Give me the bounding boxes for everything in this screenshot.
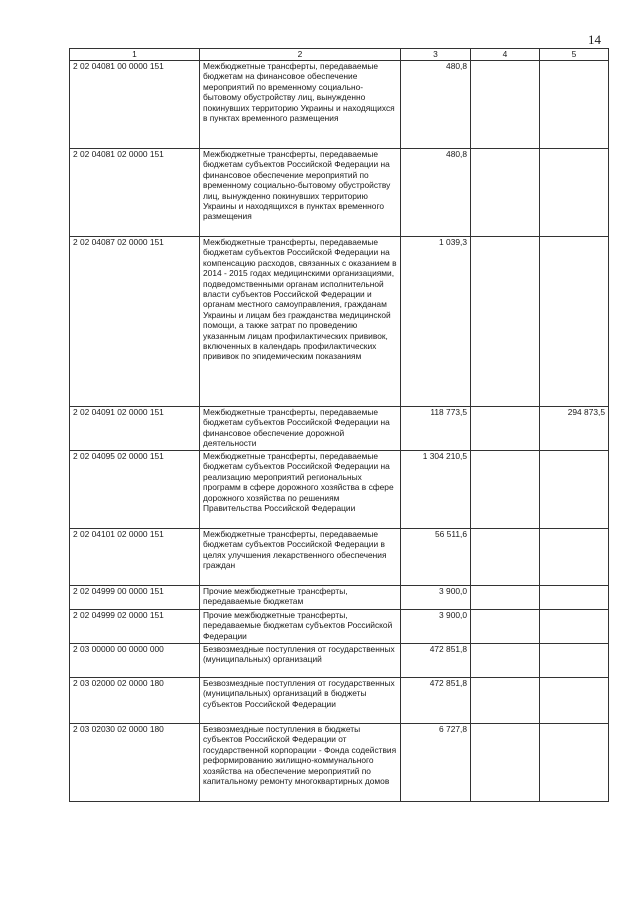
description-cell: Межбюджетные трансферты, передаваемые бюджетам субъектов Российской Федерации на финансовое обеспечение мероприятий по временному социально-бытовому обустройству лиц, вынужденно покинувших территорию Украины и находящихся в пунктах временного размещения xyxy=(200,149,401,237)
amount-col4-cell xyxy=(471,61,540,149)
amount-col4-cell xyxy=(471,586,540,610)
amount-col4-cell xyxy=(471,610,540,644)
amount-col3-cell: 118 773,5 xyxy=(401,407,471,451)
table-row xyxy=(70,610,609,644)
budget-code-cell: 2 02 04999 00 0000 151 xyxy=(70,586,200,610)
description-cell: Межбюджетные трансферты, передаваемые бюджетам субъектов Российской Федерации на реализацию мероприятий региональных программ в сфере дорожного хозяйства в сфере дорожного хозяйства по решениям Правительства Российской Федерации xyxy=(200,451,401,529)
table-row xyxy=(70,237,609,407)
amount-col3-cell: 3 900,0 xyxy=(401,586,471,610)
amount-col5-cell xyxy=(540,586,609,610)
amount-col3-cell: 480,8 xyxy=(401,61,471,149)
amount-col5-cell: 294 873,5 xyxy=(540,407,609,451)
budget-code-cell: 2 02 04087 02 0000 151 xyxy=(70,237,200,407)
amount-col5-cell xyxy=(540,451,609,529)
description-cell: Безвозмездные поступления в бюджеты субъектов Российской Федерации от государственной корпорации - Фонда содействия реформированию жилищно-коммунального хозяйства на обеспечение мероприятий по капитальному ремонту многоквартирных домов xyxy=(200,724,401,802)
amount-col4-cell xyxy=(471,644,540,678)
amount-col5-cell xyxy=(540,149,609,237)
table-row xyxy=(70,644,609,678)
amount-col5-cell xyxy=(540,678,609,724)
budget-code-cell: 2 02 04101 02 0000 151 xyxy=(70,529,200,586)
budget-code-cell: 2 02 04081 02 0000 151 xyxy=(70,149,200,237)
description-cell: Межбюджетные трансферты, передаваемые бюджетам субъектов Российской Федерации в целях улучшения лекарственного обеспечения граждан xyxy=(200,529,401,586)
page-number: 14 xyxy=(588,32,601,47)
description-cell: Межбюджетные трансферты, передаваемые бюджетам на финансовое обеспечение мероприятий по временному социально-бытовому обустройству лиц, вынужденно покинувших территорию Украины и находящихся в пунктах временного размещения xyxy=(200,61,401,149)
column-header-1: 1 xyxy=(70,49,200,61)
amount-col4-cell xyxy=(471,724,540,802)
table-row xyxy=(70,61,609,149)
amount-col3-cell: 56 511,6 xyxy=(401,529,471,586)
table-row xyxy=(70,407,609,451)
amount-col4-cell xyxy=(471,529,540,586)
amount-col4-cell xyxy=(471,678,540,724)
amount-col5-cell xyxy=(540,610,609,644)
budget-code-cell: 2 03 00000 00 0000 000 xyxy=(70,644,200,678)
amount-col3-cell: 3 900,0 xyxy=(401,610,471,644)
column-header-5: 5 xyxy=(540,49,609,61)
amount-col4-cell xyxy=(471,149,540,237)
table-row xyxy=(70,586,609,610)
table-row xyxy=(70,678,609,724)
amount-col4-cell xyxy=(471,407,540,451)
description-cell: Безвозмездные поступления от государственных (муниципальных) организаций в бюджеты субъектов Российской Федерации xyxy=(200,678,401,724)
budget-code-cell: 2 02 04091 02 0000 151 xyxy=(70,407,200,451)
column-header-4: 4 xyxy=(471,49,540,61)
amount-col5-cell xyxy=(540,529,609,586)
budget-code-cell: 2 02 04081 00 0000 151 xyxy=(70,61,200,149)
amount-col3-cell: 1 304 210,5 xyxy=(401,451,471,529)
column-header-2: 2 xyxy=(200,49,401,61)
amount-col5-cell xyxy=(540,644,609,678)
amount-col4-cell xyxy=(471,237,540,407)
description-cell: Межбюджетные трансферты, передаваемые бюджетам субъектов Российской Федерации на финансовое обеспечение дорожной деятельности xyxy=(200,407,401,451)
amount-col3-cell: 480,8 xyxy=(401,149,471,237)
amount-col3-cell: 472 851,8 xyxy=(401,644,471,678)
table-row xyxy=(70,451,609,529)
amount-col5-cell xyxy=(540,61,609,149)
amount-col3-cell: 472 851,8 xyxy=(401,678,471,724)
amount-col4-cell xyxy=(471,451,540,529)
budget-code-cell: 2 03 02000 02 0000 180 xyxy=(70,678,200,724)
table-row xyxy=(70,149,609,237)
budget-code-cell: 2 03 02030 02 0000 180 xyxy=(70,724,200,802)
column-header-3: 3 xyxy=(401,49,471,61)
amount-col3-cell: 6 727,8 xyxy=(401,724,471,802)
description-cell: Прочие межбюджетные трансферты, передаваемые бюджетам субъектов Российской Федерации xyxy=(200,610,401,644)
budget-code-cell: 2 02 04095 02 0000 151 xyxy=(70,451,200,529)
description-cell: Безвозмездные поступления от государственных (муниципальных) организаций xyxy=(200,644,401,678)
table-row xyxy=(70,529,609,586)
description-cell: Межбюджетные трансферты, передаваемые бюджетам субъектов Российской Федерации на компенсацию расходов, связанных с оказанием в 2014 - 2015 годах медицинскими организациями, подведомственными органам исполнительной власти субъектов Российской Федерации и органам местного самоуправления, гражданам Украины и лицам без гражданства медицинской помощи, а также затрат по проведению указанным лицам профилактических прививок, включенных в календарь профилактических прививок по эпидемическим показаниям xyxy=(200,237,401,407)
amount-col5-cell xyxy=(540,724,609,802)
amount-col3-cell: 1 039,3 xyxy=(401,237,471,407)
budget-code-cell: 2 02 04999 02 0000 151 xyxy=(70,610,200,644)
amount-col5-cell xyxy=(540,237,609,407)
budget-table xyxy=(69,48,609,802)
description-cell: Прочие межбюджетные трансферты, передаваемые бюджетам xyxy=(200,586,401,610)
table-row xyxy=(70,724,609,802)
table-header-row xyxy=(70,49,609,61)
